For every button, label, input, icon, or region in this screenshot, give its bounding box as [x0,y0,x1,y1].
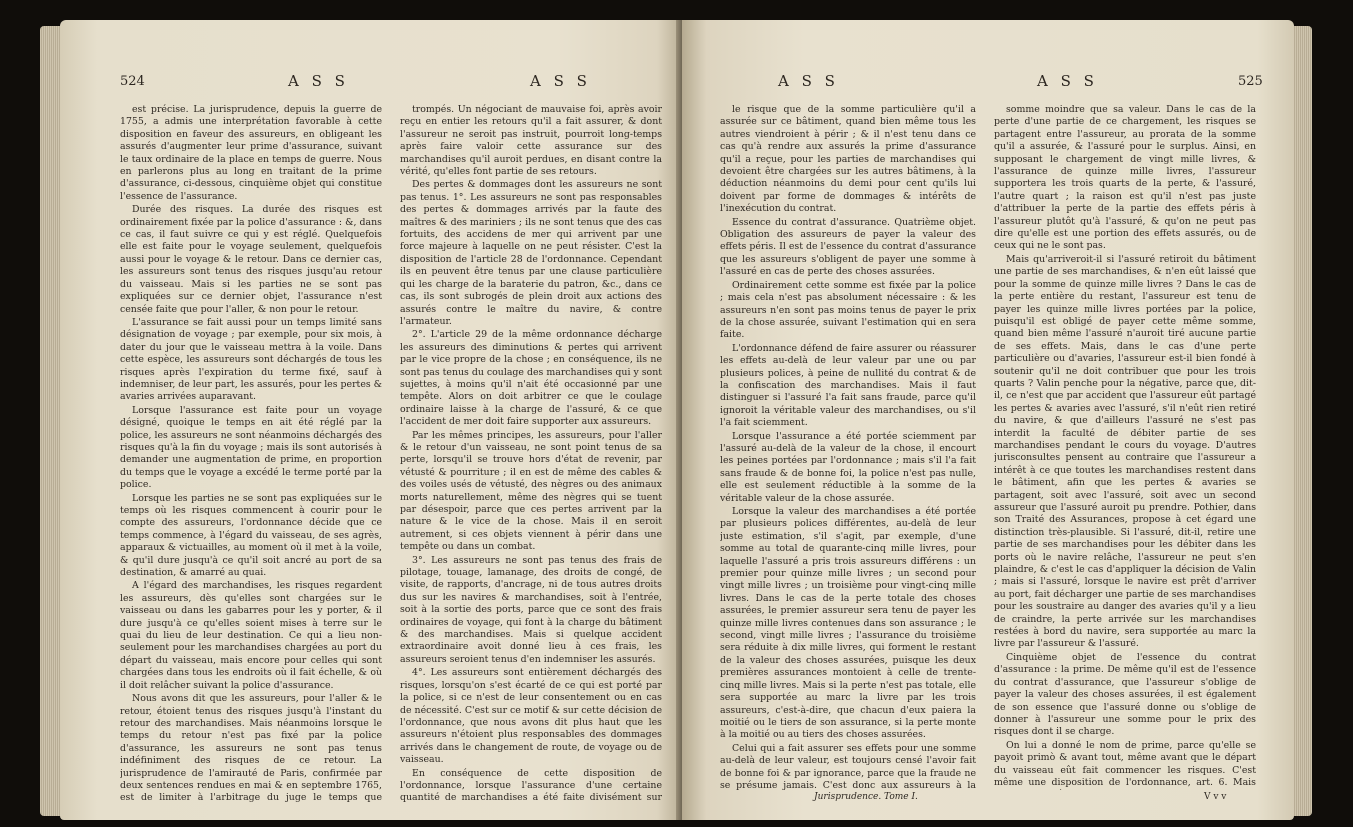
right-page-edges [1292,26,1312,816]
paragraph: 2°. L'article 29 de la même ordonnance décharge les assureurs des diminutions & pertes qui arrivent par le vice propre de la chose ; en conséquence, ils ne sont pas tenus du coulage des marchandises qui y sont sujettes, à moins qu'il n'ait été occasionné par une tempête. Alors on doit arbitrer ce que le coulage ordinaire laisse à la charge de l'assuré, & ce que l'accident de mer doit faire supporter aux assureurs. [400,329,662,428]
left-page-edges [40,26,62,816]
right-header-left: A S S [778,72,839,90]
paragraph: L'assurance se fait aussi pour un temps limité sans désignation de voyage ; par exemple, pour six mois, à dater du jour que le vaisseau mettra à la voile. Dans cette espèce, les assureurs sont déchargés de tous les risques après l'expiration du terme fixé, sauf à indemniser, de leur part, les assurés, pour les pertes & avaries arrivées auparavant. [120,316,382,403]
paragraph: Celui qui a fait assurer ses effets pour une somme au-delà de leur valeur, est toujours censé l'avoir fait de bonne foi & par ignorance, parce que la fraude ne se présume jamais. C'est donc aux assureurs à la [720,742,976,790]
right-column-1 [720,104,976,790]
paragraph: 4°. Les assureurs sont entièrement déchargés des risques, lorsqu'on s'est écarté de ce qui est porté par la police, si ce n'est de leur consentement ou en cas de nécessité. C'est sur ce motif & sur cette décision de l'ordonnance, que nous avons dit plus haut que les assureurs n'étoient plus responsables des dommages arrivés dans le changement de route, de voyage ou de vaisseau. [400,667,662,766]
paragraph: Lorsque l'assurance a été portée sciemment par l'assuré au-delà de la valeur de la chose, il encourt les peines portées par l'ordonnance ; mais s'il l'a fait sans fraude & de bonne foi, la police n'est pas nulle, elle est seulement réductible à la somme de la véritable valeur de la chose assurée. [720,430,976,504]
right-page-number: 525 [1238,74,1263,89]
footer-volume: Jurisprudence. Tome I. [814,792,918,802]
paragraph: trompés. Un négociant de mauvaise foi, après avoir reçu en entier les retours qu'il a fait assurer, & dont l'assureur ne seroit pas instruit, pourroit long-temps après faire valoir cette assurance sur des marchandises qu'il auroit perdues, en disant contre la vérité, qu'elles font partie de ses retours. [400,104,662,178]
left-header-right: A S S [530,72,591,90]
paragraph: le risque que de la somme particulière qu'il a assurée sur ce bâtiment, quand bien même tous les autres viendroient à périr ; & il n'est tenu dans ce cas qu'à rendre aux assurés la prime d'assurance qu'il a reçue, pour les parties de marchandises qui devoient être chargées sur les autres bâtimens, à la déduction néanmoins du demi pour cent qu'ils lui doivent par forme de dommages & intérêts de l'inexécution du contrat. [720,104,976,215]
paragraph: Cinquième objet de l'essence du contrat d'assurance : la prime. De même qu'il est de l'essence du contrat d'assurance, que l'assureur s'oblige de payer la valeur des choses assurées, il est également de son essence que l'assuré donne ou s'oblige de donner à l'assureur une somme pour le prix des risques dont il se charge. [994,651,1256,738]
paragraph: somme moindre que sa valeur. Dans le cas de la perte d'une partie de ce chargement, les risques se partagent entre l'assureur, au prorata de la somme qu'il a assurée, & l'assuré pour le surplus. Ainsi, en supposant le chargement de vingt mille livres, & l'assurance de quinze mille livres, l'assureur supportera les trois quarts de la perte, & l'assuré, l'autre quart ; la raison est qu'il n'est pas juste d'attribuer la perte de la partie des effets péris à l'assureur plutôt qu'à l'assuré, & qu'on ne peut pas dire qu'elle est une portion des effets assurés, ou de ceux qui ne le sont pas. [994,104,1256,252]
signature-mark: V v v [1204,792,1227,802]
right-page [682,20,1294,820]
left-page [60,20,682,820]
paragraph: Nous avons dit que les assureurs, pour l'aller & le retour, étoient tenus des risques jusqu'à l'instant du retour des marchandises. Mais néanmoins lorsque le temps du retour n'est pas fixé par la police d'assurance, les assureurs ne sont pas tenus indéfiniment des risques de ce retour. La jurisprudence de l'amirauté de Paris, confirmée par deux sentences rendues en mai & en septembre 1765, est de limiter à l'arbitrage du juge le temps que [120,693,382,804]
paragraph: On lui a donné le nom de prime, parce qu'elle se payoit primò & avant tout, même avant que le départ du vaisseau eût fait commencer les risques. C'est même une disposition de l'ordonnance, art. 6. Mais [994,739,1256,788]
left-column-1 [120,104,382,804]
right-header-right: A S S [1037,72,1098,90]
paragraph: Lorsque la valeur des marchandises a été portée par plusieurs polices différentes, au-delà de leur juste estimation, s'il s'agit, par exemple, d'une somme au total de quarante-cinq mille livres, pour laquelle l'assuré a pris trois assureurs différens : un premier pour quinze mille livres ; un second pour vingt mille livres ; un troisième pour vingt-cinq mille livres. Dans le cas de la perte totale des choses assurées, le premier assureur sera tenu de payer les quinze mille livres contenues dans son assurance ; le second, vingt mille livres ; l'assurance du troisième sera réduite à dix mille livres, qui forment le restant de la valeur des choses assurées, puisque les deux premières assurances montoient à celle de trente-cinq mille livres. Mais si la perte n'est pas totale, elle sera supportée au marc la livre par les trois assureurs, c'est-à-dire, que chacun d'eux paiera la moitié ou le tiers de son assurance, si la perte monte à la moitié ou au tiers des choses assurées. [720,506,976,741]
paragraph: En conséquence de cette disposition de l'ordonnance, lorsque l'assurance d'une certaine quantité de marchandises a été faite divisément sur [400,767,662,804]
left-column-2 [400,104,662,804]
paragraph: Essence du contrat d'assurance. Quatrième objet. Obligation des assureurs de payer la valeur des effets péris. Il est de l'essence du contrat d'assurance que les assureurs s'obligent de payer une somme à l'assuré en cas de perte des choses assurées. [720,216,976,278]
left-header-left: A S S [288,72,349,90]
paragraph: L'ordonnance défend de faire assurer ou réassurer les effets au-delà de leur valeur par une ou par plusieurs polices, à peine de nullité du contrat & de la confiscation des marchandises. Mais il faut distinguer si l'assuré l'a fait sans fraude, parce qu'il ignoroit la véritable valeur des marchandises, ou s'il l'a fait sciemment. [720,342,976,429]
paragraph: est précise. La jurisprudence, depuis la guerre de 1755, a admis une interprétation favorable à cette disposition en faveur des assureurs, en obligeant les assurés d'augmenter leur prime d'assurance, suivant le taux ordinaire de la place en temps de guerre. Nous en parlerons plus au long en traitant de la prime d'assurance, ci-dessous, cinquième objet qui constitue l'essence de l'assurance. [120,104,382,202]
paragraph: Lorsque l'assurance est faite pour un voyage désigné, quoique le temps en ait été réglé par la police, les assureurs ne sont néanmoins déchargés des risques qu'à la fin du voyage ; mais ils sont autorisés à demander une augmentation de prime, en proportion du temps que le voyage a excédé le terme porté par la police. [120,404,382,491]
paragraph: A l'égard des marchandises, les risques regardent les assureurs, dès qu'elles sont chargées sur le vaisseau ou dans les gabarres pour les y porter, & il dure jusqu'à ce qu'elles soient mises à terre sur le quai du lieu de leur destination. Ce qui a lieu non-seulement pour les marchandises chargées au port du départ du vaisseau, mais encore pour celles qui sont chargées dans tous les endroits où il fait échelle, & où il doit relâcher suivant la police d'assurance. [120,580,382,691]
paragraph: Ordinairement cette somme est fixée par la police ; mais cela n'est pas absolument nécessaire : & les assureurs n'en sont pas moins tenus de payer le prix de la chose assurée, suivant l'estimation qui en sera faite. [720,279,976,341]
paragraph: Lorsque les parties ne se sont pas expliquées sur le temps où les risques commencent à courir pour le compte des assureurs, l'ordonnance décide que ce temps commence, à l'égard du vaisseau, de ses agrès, apparaux & victuailles, au moment où il met à la voile, & qu'il dure jusqu'à ce qu'il soit ancré au port de sa destination, & amarré au quai. [120,492,382,579]
paragraph: Par les mêmes principes, les assureurs, pour l'aller & le retour d'un vaisseau, ne sont point tenus de sa perte, lorsqu'il se trouve hors d'état de revenir, par vétusté & pourriture ; il en est de même des cables & des voiles usés de vétusté, des nègres ou des animaux morts naturellement, même des nègres qui se tuent par désespoir, parce que ces pertes arrivent par la nature & le vice de la chose. Mais il en seroit autrement, si ces objets viennent à périr dans une tempête ou dans un combat. [400,429,662,553]
paragraph: Durée des risques. La durée des risques est ordinairement fixée par la police d'assurance : &, dans ce cas, il faut suivre ce qui y est réglé. Quelquefois elle est faite pour le voyage seulement, quelquefois aussi pour le voyage & le retour. Dans ce dernier cas, les assureurs sont tenus des risques jusqu'au retour du vaisseau. Mais si les parties ne se sont pas expliquées sur ce dernier objet, l'assurance n'est censée faite que pour l'aller, & non pour le retour. [120,204,382,315]
paragraph: Mais qu'arriveroit-il si l'assuré retiroit du bâtiment une partie de ses marchandises, & n'en eût laissé que pour la somme de quinze mille livres ? Dans le cas de la perte entière du restant, l'assureur est tenu de payer les quinze mille livres portées par la police, puisqu'il est obligé de payer cette même somme, quand bien même l'assuré n'auroit tiré aucune partie de ses effets. Mais, dans le cas d'une perte particulière ou d'avaries, l'assureur est-il bien fondé à soutenir qu'il ne doit contribuer que pour les trois quarts ? Valin penche pour la négative, parce que, dit-il, ce n'est que par accident que l'assureur eût partagé les pertes & avaries avec l'assuré, s'il n'eût rien retiré du navire, & que d'ailleurs l'assuré ne s'est pas interdit la faculté de débiter partie de ses marchandises pendant le cours du voyage. D'autres jurisconsultes pensent au contraire que l'assureur a intérêt à ce que toutes les marchandises restent dans le bâtiment, afin que les pertes & avaries se partagent, soit avec l'assuré, soit avec un second assureur que l'assuré auroit pu prendre. Pothier, dans son Traité des Assurances, propose à cet égard une distinction très-plausible. Si l'assuré, dit-il, retire une partie de ses marchandises pour les débiter dans les ports où le navire relâche, l'assureur ne peut s'en plaindre, & c'est le cas d'appliquer la décision de Valin ; mais si l'assuré, lorsque le navire est prêt d'arriver au port, fait décharger une partie de ses marchandises pour les soustraire au danger des avaries qu'il y a lieu de craindre, la perte arrivée sur les marchandises restées à bord du navire, sera supportée au marc la livre par l'assureur & l'assuré. [994,253,1256,650]
left-page-number: 524 [120,74,145,89]
paragraph: 3°. Les assureurs ne sont pas tenus des frais de pilotage, touage, lamanage, des droits de congé, de visite, de rapports, d'ancrage, ni de tous autres droits dus sur les navires & marchandises, soit à l'entrée, soit à la sortie des ports, parce que ce sont des frais ordinaires de voyage, qui font à la charge du bâtiment & des marchandises. Mais si quelque accident extraordinaire avoit donné lieu à ces frais, les assureurs seroient tenus d'en indemniser les assurés. [400,554,662,665]
right-column-2 [994,104,1256,790]
paragraph: Des pertes & dommages dont les assureurs ne sont pas tenus. 1°. Les assureurs ne sont pas responsables des pertes & dommages arrivés par la faute des maîtres & des mariniers ; ils ne sont tenus que des cas fortuits, des accidens de mer qui arrivent par une force majeure à laquelle on ne peut résister. C'est la disposition de l'article 28 de l'ordonnance. Cependant ils en peuvent être tenus par une clause particulière qui les charge de la baraterie du patron, &c., dans ce cas, ils sont subrogés de plein droit aux actions des assurés contre le maître du navire, & contre l'armateur. [400,179,662,327]
